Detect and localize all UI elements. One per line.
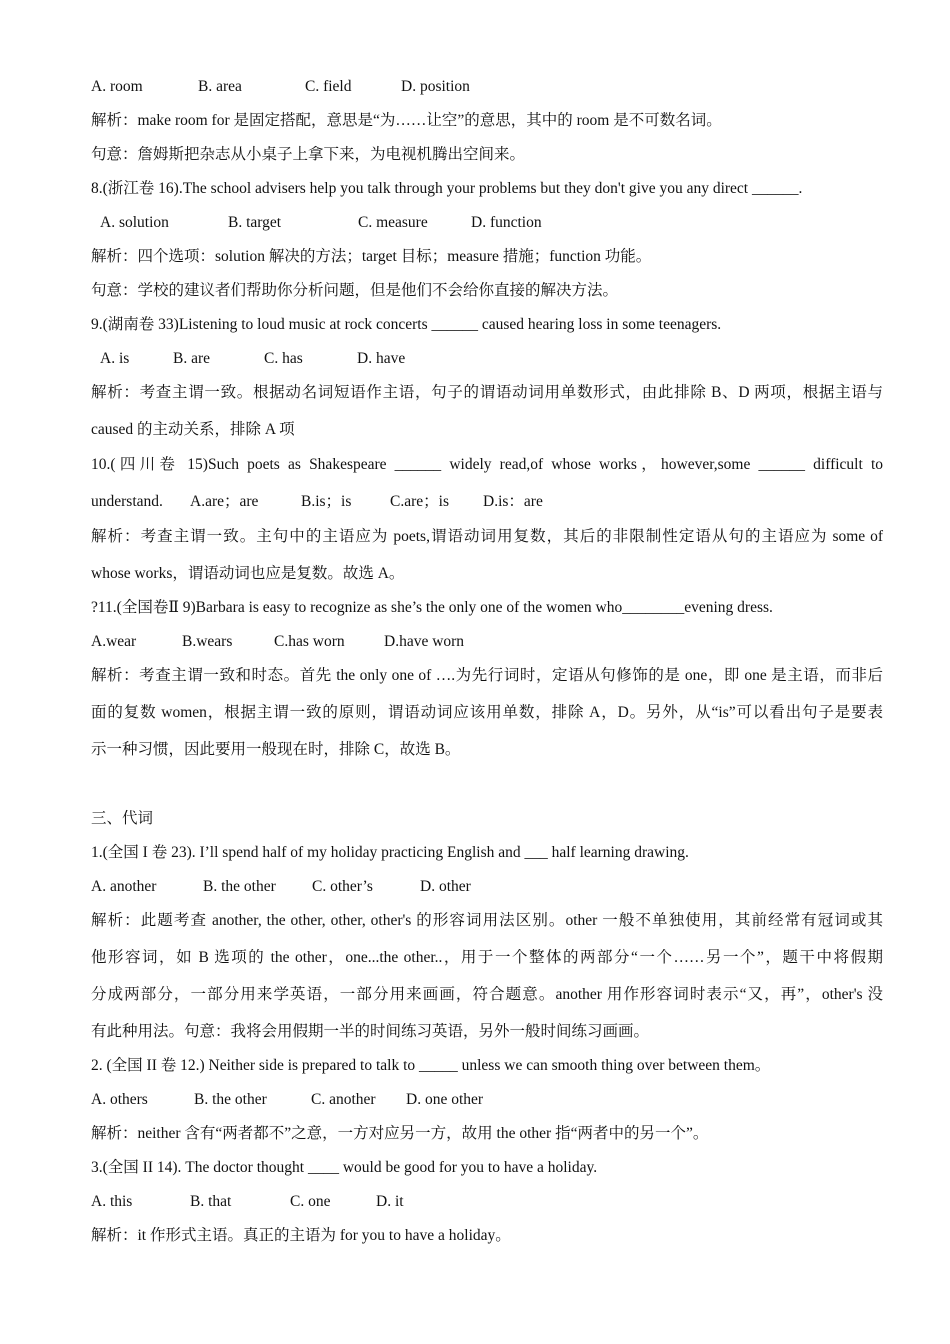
q10-option-c: C.are；is	[390, 493, 449, 510]
p1-analysis-line-2: 他形容词，如 B 选项的 the other，one...the other..，用于一个整体的两部分“一个……另一个”，题干中将假期	[91, 949, 883, 966]
q11-options	[91, 627, 464, 657]
p2-stem: 2. (全国 II 卷 12.) Neither side is prepared to talk to _____ unless we can smooth thing over between them。	[91, 1057, 771, 1074]
p1-analysis-line-4: 有此种用法。句意：我将会用假期一半的时间练习英语，另外一般时间练习画画。	[91, 1023, 650, 1040]
p3-option-a: A. this	[91, 1193, 133, 1210]
p1-analysis-line-1: 解析：此题考查 another, the other, other, other's 的形容词用法区别。other 一般不单独使用，其前经常有冠词或其	[91, 912, 883, 929]
q10-analysis-line-2: whose works，谓语动词也应是复数。故选 A。	[91, 565, 405, 582]
q10-stem-line-1: 10.(四川卷 15)Such poets as Shakespeare ______ widely read,of whose works，however,some ______ difficult to	[91, 456, 883, 473]
p3-analysis: 解析：it 作形式主语。真正的主语为 for you to have a holiday。	[91, 1227, 511, 1244]
q7-option-b: B. area	[198, 78, 242, 95]
p1-stem: 1.(全国 I 卷 23). I’ll spend half of my holiday practicing English and ___ half learning drawing.	[91, 844, 689, 861]
p3-option-b: B. that	[190, 1193, 232, 1210]
q10-analysis-line-1: 解析：考查主谓一致。主句中的主语应为 poets,谓语动词用复数，其后的非限制性定语从句的主语应为 some of	[91, 528, 883, 545]
q8-stem: 8.(浙江卷 16).The school advisers help you talk through your problems but they don't give you any direct ______.	[91, 180, 803, 197]
q9-option-a: A. is	[100, 350, 130, 367]
q11-stem: ?11.(全国卷Ⅱ 9)Barbara is easy to recognize as she’s the only one of the women who________evening dress.	[91, 599, 773, 616]
section-heading: 三、代词	[91, 810, 154, 827]
p3-stem: 3.(全国 II 14). The doctor thought ____ would be good for you to have a holiday.	[91, 1159, 598, 1176]
q8-options	[100, 208, 542, 238]
q9-analysis-line-2: caused 的主动关系，排除 A 项	[91, 421, 295, 438]
p3-options	[91, 1187, 404, 1217]
p2-options	[91, 1085, 483, 1115]
q10-option-a: A.are；are	[190, 493, 259, 510]
q9-analysis-line-1: 解析：考查主谓一致。根据动名词短语作主语，句子的谓语动词用单数形式，由此排除 B、D 两项，根据主语与	[91, 384, 883, 401]
q9-options	[100, 344, 405, 374]
q10-stem-continuation: understand.	[91, 493, 163, 510]
p2-analysis: 解析：neither 含有“两者都不”之意，一方对应另一方，故用 the other 指“两者中的另一个”。	[91, 1125, 709, 1142]
p3-option-c: C. one	[290, 1193, 331, 1210]
q11-analysis-line-2: 面的复数 women，根据主谓一致的原则，谓语动词应该用单数，排除 A，D。另外，从“is”可以看出句子是要表	[91, 704, 883, 721]
q9-option-d: D. have	[357, 350, 406, 367]
q11-analysis-line-1: 解析：考查主谓一致和时态。首先 the only one of ….为先行词时，定语从句修饰的是 one，即 one 是主语，而非后	[91, 667, 883, 684]
q9-option-c: C. has	[264, 350, 303, 367]
q9-option-b: B. are	[173, 350, 211, 367]
q8-option-c: C. measure	[358, 214, 428, 231]
q11-analysis-line-3: 示一种习惯，因此要用一般现在时，排除 C，故选 B。	[91, 741, 461, 758]
q10-stem-line-2	[91, 487, 543, 517]
q8-option-b: B. target	[228, 214, 282, 231]
q7-option-a: A. room	[91, 78, 143, 95]
q11-option-a: A.wear	[91, 633, 137, 650]
q7-analysis: 解析：make room for 是固定搭配，意思是“为……让空”的意思，其中的 room 是不可数名词。	[91, 112, 722, 129]
q7-options	[91, 72, 470, 102]
q10-option-b: B.is；is	[301, 493, 352, 510]
q9-stem: 9.(湖南卷 33)Listening to loud music at rock concerts ______ caused hearing loss in some teenagers.	[91, 316, 722, 333]
q10-option-d: D.is：are	[483, 493, 543, 510]
q8-meaning: 句意：学校的建议者们帮助你分析问题，但是他们不会给你直接的解决方法。	[91, 282, 619, 299]
p1-options	[91, 872, 471, 902]
p1-option-c: C. other’s	[312, 878, 373, 895]
q7-option-d: D. position	[401, 78, 470, 95]
q8-analysis: 解析：四个选项：solution 解决的方法；target 目标；measure 措施；function 功能。	[91, 248, 652, 265]
q11-option-b: B.wears	[182, 633, 233, 650]
p1-analysis-line-3: 分成两部分，一部分用来学英语，一部分用来画画，符合题意。another 用作形容词时表示“又，再”，other's 没	[91, 986, 883, 1003]
q8-option-d: D. function	[471, 214, 542, 231]
p1-option-b: B. the other	[203, 878, 276, 895]
p3-option-d: D. it	[376, 1193, 404, 1210]
q7-option-c: C. field	[305, 78, 352, 95]
q11-option-c: C.has worn	[274, 633, 345, 650]
p1-option-d: D. other	[420, 878, 471, 895]
p1-option-a: A. another	[91, 878, 157, 895]
q7-meaning: 句意：詹姆斯把杂志从小桌子上拿下来，为电视机腾出空间来。	[91, 146, 526, 163]
p2-option-c: C. another	[311, 1091, 376, 1108]
p2-option-b: B. the other	[194, 1091, 267, 1108]
q11-option-d: D.have worn	[384, 633, 465, 650]
q8-option-a: A. solution	[100, 214, 169, 231]
p2-option-d: D. one other	[406, 1091, 484, 1108]
p2-option-a: A. others	[91, 1091, 148, 1108]
